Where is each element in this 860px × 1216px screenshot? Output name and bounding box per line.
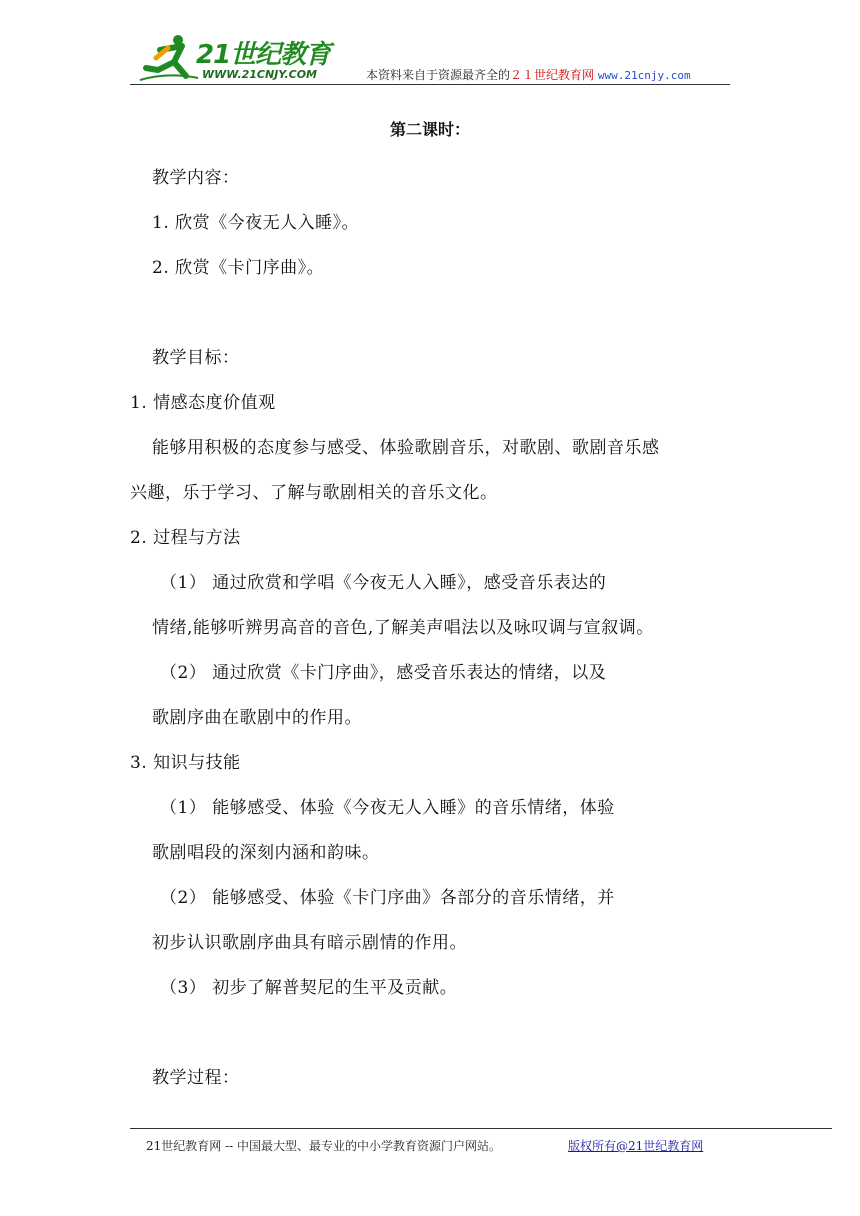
footer-text: 21世纪教育网 -- 中国最大型、最专业的中小学教育资源门户网站。 [146, 1139, 502, 1153]
paragraph-line: （1） 能够感受、体验《今夜无人入睡》的音乐情绪，体验 [160, 798, 615, 818]
runner-logo-icon [138, 32, 200, 84]
goal-heading: 1. 情感态度价值观 [130, 393, 276, 413]
paragraph-line: 歌剧序曲在歌剧中的作用。 [152, 708, 362, 728]
paragraph-line: 兴趣，乐于学习、了解与歌剧相关的音乐文化。 [130, 483, 498, 503]
tagline-brand: ２１世纪教育网 [510, 68, 595, 82]
tagline-prefix: 本资料来自于资源最齐全的 [366, 68, 511, 82]
section-heading-content: 教学内容： [152, 168, 240, 188]
section-heading-goals: 教学目标： [152, 348, 240, 368]
logo-text: 21世纪教育 [196, 40, 331, 70]
paragraph-line: （3） 初步了解普契尼的生平及贡献。 [160, 978, 458, 998]
header-divider [130, 84, 730, 85]
goal-heading: 3. 知识与技能 [130, 753, 241, 773]
page-title: 第二课时： [389, 120, 470, 139]
paragraph-line: 情绪,能够听辨男高音的音色,了解美声唱法以及咏叹调与宣叙调。 [152, 618, 654, 638]
logo[interactable] [138, 32, 338, 84]
paragraph-line: （1） 通过欣赏和学唱《今夜无人入睡》，感受音乐表达的 [160, 573, 607, 593]
header-tagline [366, 66, 691, 83]
paragraph-line: 歌剧唱段的深刻内涵和韵味。 [152, 843, 380, 863]
paragraph-line: （2） 通过欣赏《卡门序曲》，感受音乐表达的情绪，以及 [160, 663, 607, 683]
logo-url: WWW.21CNJY.COM [202, 68, 317, 81]
footer-copyright-link[interactable]: 版权所有@21世纪教育网 [568, 1139, 704, 1153]
goal-heading: 2. 过程与方法 [130, 528, 241, 548]
footer-divider [130, 1128, 832, 1129]
paragraph-line: 初步认识歌剧序曲具有暗示剧情的作用。 [152, 933, 467, 953]
page-header [130, 26, 730, 86]
tagline-url-link[interactable]: www.21cnjy.com [597, 69, 691, 82]
content-item: 2. 欣赏《卡门序曲》。 [152, 258, 325, 278]
content-item: 1. 欣赏《今夜无人入睡》。 [152, 213, 360, 233]
paragraph-line: 能够用积极的态度参与感受、体验歌剧音乐，对歌剧、歌剧音乐感 [152, 438, 660, 458]
paragraph-line: （2） 能够感受、体验《卡门序曲》各部分的音乐情绪，并 [160, 888, 615, 908]
section-heading-process: 教学过程： [152, 1068, 240, 1088]
